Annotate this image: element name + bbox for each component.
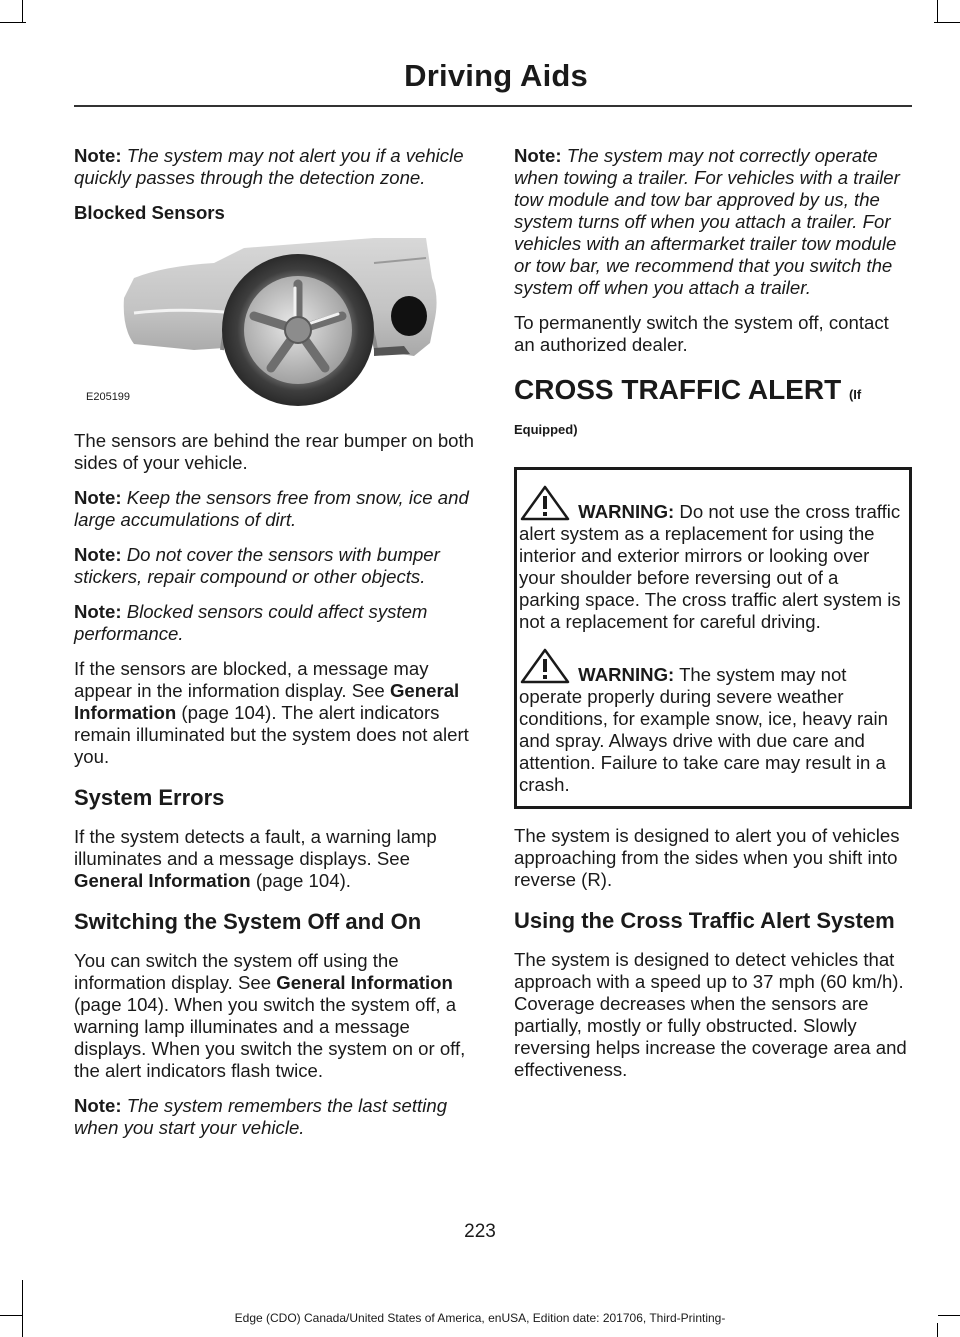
warning-triangle-icon [519, 647, 571, 685]
blocked-message-paragraph [74, 658, 478, 768]
text: (page 104). When you switch the system off, a warning lamp illuminates and a message displays. When you switch the system on or off, the alert indicators flash twice. [74, 994, 466, 1081]
note-towing [514, 145, 912, 299]
general-information-link[interactable]: General Information [276, 972, 453, 993]
footer-edition-info: Edge (CDO) Canada/United States of America, enUSA, Edition date: 201706, Third-Printing- [234, 1311, 726, 1325]
note-label: Note: [74, 544, 122, 565]
crop-mark-top-left-v [22, 0, 23, 22]
page-header-title: Driving Aids [404, 58, 588, 93]
warning-text: Do not use the cross traffic alert system as a replacement for using the interior and exterior mirrors or looking over your shoulder before reversing out of a parking space. The cross traffic alert system is not a replacement for careful driving. [519, 501, 901, 632]
warning-box [514, 467, 912, 809]
left-column [74, 145, 478, 1152]
designed-to-alert-paragraph: The system is designed to alert you of vehicles approaching from the sides when you shift into reverse (R). [514, 825, 900, 890]
rear-bumper-sensor-figure [74, 238, 478, 408]
cross-traffic-alert-heading [514, 374, 912, 411]
using-cta-paragraph: The system is designed to detect vehicles that approach with a speed up to 37 mph (60 km/h). Coverage decreases when the sensors are partially, mostly or fully obstructed. Slowly reversing helps increase the coverage area and effectiveness. [514, 949, 907, 1080]
crop-mark-top-right-v [937, 0, 938, 22]
note-keep-sensors-free [74, 487, 478, 531]
equipped-label: Equipped) [514, 422, 578, 437]
warning-triangle-icon [519, 484, 571, 522]
note-blocked-performance [74, 601, 478, 645]
note-label: Note: [514, 145, 562, 166]
using-cta-heading: Using the Cross Traffic Alert System [514, 908, 895, 933]
page-number: 223 [464, 1221, 496, 1242]
note-label: Note: [74, 145, 122, 166]
note-label: Note: [74, 601, 122, 622]
sensors-location-paragraph: The sensors are behind the rear bumper on both sides of your vehicle. [74, 430, 475, 473]
note-label: Note: [74, 1095, 122, 1116]
text: (page 104). [250, 870, 351, 891]
general-information-link[interactable]: General Information [74, 870, 251, 891]
note-text: Do not cover the sensors with bumper stickers, repair compound or other objects. [74, 544, 440, 587]
crop-mark-bottom-left [0, 1315, 22, 1316]
note-text: Blocked sensors could affect system performance. [74, 601, 428, 644]
system-errors-paragraph [74, 826, 478, 892]
note-remembers-setting [74, 1095, 478, 1139]
text: If the system detects a fault, a warning lamp illuminates and a message displays. See [74, 826, 437, 869]
note-do-not-cover [74, 544, 478, 588]
crop-mark-bottom-right-v [937, 1323, 938, 1337]
note-label: Note: [74, 487, 122, 508]
text: You can switch the system off using the information display. See [74, 950, 399, 993]
general-information-link[interactable]: General Information [74, 680, 460, 723]
figure-id: E205199 [86, 391, 131, 403]
crop-mark-bottom-left-v [22, 1280, 23, 1337]
text: If the sensors are blocked, a message may appear in the information display. See [74, 658, 429, 701]
warning-label: WARNING: [578, 501, 675, 522]
rear-wheel-illustration [74, 238, 478, 408]
note-text: The system may not correctly operate when towing a trailer. For vehicles with a trailer tow module and tow bar approved by us, the system turns off when you attach a trailer. For vehicles with an aftermarket trailer tow module or tow bar, we recommend that you switch the system off when you attach a trailer. [514, 145, 900, 298]
warning-weather [519, 647, 903, 796]
heading-suffix: (If [848, 387, 862, 402]
heading-text: CROSS TRAFFIC ALERT [514, 374, 842, 405]
note-text: The system remembers the last setting when you start your vehicle. [74, 1095, 448, 1138]
system-errors-heading: System Errors [74, 785, 225, 810]
note-detection-zone [74, 145, 478, 189]
crop-mark-top-right [934, 22, 960, 23]
crop-mark-bottom-right [938, 1315, 960, 1316]
note-text: The system may not alert you if a vehicle quickly passes through the detection zone. [74, 145, 464, 188]
permanently-switch-off-paragraph: To permanently switch the system off, contact an authorized dealer. [514, 312, 889, 355]
warning-text: The system may not operate properly during severe weather conditions, for example snow, ice, heavy rain and spray. Always drive with due care and attention. Failure to take care may result in a crash. [519, 664, 888, 795]
warning-label: WARNING: [578, 664, 675, 685]
text: (page 104). The alert indicators remain illuminated but the system does not alert you. [74, 702, 469, 767]
blocked-sensors-heading: Blocked Sensors [74, 202, 225, 223]
warning-mirrors [519, 484, 903, 633]
header-rule [74, 105, 912, 107]
crop-mark-top-left [0, 22, 26, 23]
switching-heading: Switching the System Off and On [74, 909, 422, 934]
right-column [514, 145, 912, 1094]
switching-paragraph [74, 950, 478, 1082]
note-text: Keep the sensors free from snow, ice and large accumulations of dirt. [74, 487, 469, 530]
